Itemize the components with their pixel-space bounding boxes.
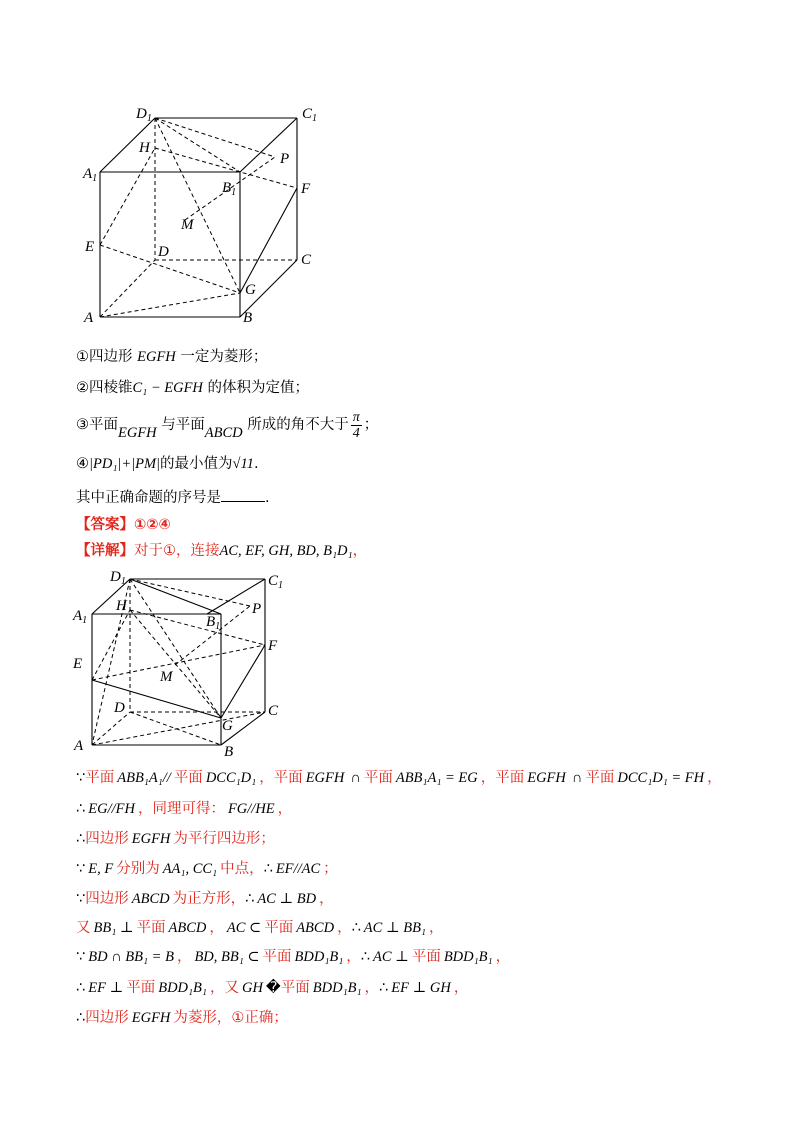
symbol: ∴ — [245, 891, 255, 907]
red-text: ，同理可得： — [137, 801, 225, 817]
symbol: ∴ — [76, 831, 86, 847]
statement-2: ②四棱锥C₁ − EGFH 的体积为定值； — [76, 380, 310, 396]
red-text: 为菱形，①正确； — [173, 1010, 288, 1026]
math-expression: AC ⊥ — [373, 949, 409, 965]
label-C: C — [301, 252, 312, 268]
proof-line — [76, 829, 275, 849]
red-text: 又 — [76, 920, 91, 936]
label2-M: M — [160, 669, 173, 685]
answer-line: 【答案】①②④ — [76, 517, 171, 533]
red-text: 四边形 — [85, 891, 129, 907]
red-text: ， — [453, 980, 469, 996]
label2-B: B — [224, 744, 234, 760]
symbol: ∴ — [76, 1010, 86, 1026]
math-expression: ABCD — [131, 891, 170, 907]
label2-P: P — [252, 601, 262, 617]
red-text: ， — [495, 949, 511, 965]
label2-C: C — [268, 703, 279, 719]
label-F: F — [301, 181, 311, 197]
red-text: ， — [707, 770, 722, 786]
math-expression: DCC₁D₁ = FH — [617, 770, 705, 786]
statement-4: ④|PD₁|+|PM|的最小值为√11. — [76, 456, 259, 472]
symbol: ∵ — [76, 891, 86, 907]
math-expression: EF ⊥ — [88, 980, 124, 996]
red-text: 中点， — [220, 861, 264, 877]
red-text: 平面 — [173, 770, 203, 786]
fraction-pi-over-4: $\frac{\pi}{4}$ — [352, 409, 360, 441]
red-text: ， — [319, 891, 334, 907]
label-B1: $B_1$ — [222, 180, 237, 198]
red-text: ，又 — [209, 980, 239, 996]
math-expression: AC ⊂ — [226, 920, 262, 936]
label2-H: H — [116, 598, 127, 614]
label-E: E — [85, 239, 95, 255]
math-expression: ∩ — [350, 770, 361, 786]
math-expression: BB₁ ⊥ — [93, 920, 134, 936]
math-expression: BDD₁B₁ — [443, 949, 493, 965]
label2-E: E — [73, 656, 83, 672]
label-P: P — [280, 151, 290, 167]
red-text: ，平面 — [259, 770, 303, 786]
statement-1: ①四边形 EGFH 一定为菱形； — [76, 349, 268, 365]
math-expression: ∩ — [571, 770, 583, 786]
math-expression: EGFH — [527, 770, 566, 786]
symbol: ∴ — [76, 801, 86, 817]
label2-G: G — [222, 718, 233, 734]
symbol: ∵ — [76, 770, 86, 786]
statement-3: ③平面EGFH 与平面ABCD 所成的角不大于 $\frac{\pi}{4}$ ； — [76, 409, 379, 441]
red-text: 四边形 — [85, 831, 129, 847]
math-expression: DCC₁D₁ — [205, 770, 257, 786]
red-text: ， — [428, 920, 444, 936]
symbol: ∴ — [263, 861, 273, 877]
red-text: 平面 — [262, 949, 292, 965]
math-expression: AA₁, CC₁ — [162, 861, 218, 877]
proof-line — [76, 918, 443, 938]
math-expression: AC ⊥ BD — [257, 891, 317, 907]
math-expression: ABB₁A₁ = EG — [395, 770, 478, 786]
label2-D1: $D_1$ — [110, 569, 126, 587]
label2-D: D — [114, 700, 125, 716]
math-expression: EGFH — [131, 1010, 171, 1026]
math-expression: EG//FH — [88, 801, 135, 817]
math-expression: EGFH — [131, 831, 171, 847]
label-C1: $C_1$ — [302, 106, 318, 124]
red-text: ， — [277, 801, 293, 817]
label2-A: A — [74, 738, 84, 754]
red-text: ， — [209, 920, 224, 936]
red-text: 平面 — [585, 770, 615, 786]
math-expression: E, F — [88, 861, 114, 877]
math-expression: FG//HE — [227, 801, 275, 817]
proof-line — [76, 978, 468, 998]
math-expression: BD, BB₁ ⊂ — [194, 949, 260, 965]
label-G: G — [245, 282, 256, 298]
detail-line: 【详解】对于①，连接AC, EF, GH, BD, B₁D₁， — [76, 543, 368, 559]
label-A1: $A_1$ — [83, 166, 98, 184]
red-text: 平面 — [85, 770, 115, 786]
symbol: ∴ — [360, 949, 371, 965]
red-text: 平面 — [264, 920, 294, 936]
red-text: ， — [346, 949, 361, 965]
red-text: 平面 — [126, 980, 156, 996]
red-text: 为平行四边形； — [173, 831, 275, 847]
proof-line — [76, 768, 722, 788]
symbol: ∴ — [76, 980, 86, 996]
label-D1: $D_1$ — [136, 106, 152, 124]
label-A: A — [84, 310, 94, 326]
label-M: M — [181, 217, 194, 233]
symbol: ∴ — [379, 980, 389, 996]
proof-line — [76, 947, 510, 967]
symbol: � — [265, 980, 281, 996]
label-B: B — [243, 310, 253, 326]
red-text: 为正方形， — [172, 891, 246, 907]
question-line: 其中正确命题的序号是 . — [76, 490, 270, 506]
proof-line — [76, 799, 292, 819]
math-expression: ABCD — [296, 920, 335, 936]
symbol: ∵ — [76, 861, 86, 877]
red-text: 四边形 — [85, 1010, 129, 1026]
math-expression: EF ⊥ GH — [391, 980, 451, 996]
label-D: D — [158, 244, 169, 260]
red-text: ， — [176, 949, 192, 965]
label2-F: F — [268, 638, 278, 654]
proof-line — [76, 1008, 288, 1028]
math-expression: BDD₁B₁ — [158, 980, 207, 996]
red-text: ； — [323, 861, 338, 877]
math-expression: ABCD — [168, 920, 207, 936]
red-text: ， — [337, 920, 352, 936]
symbol: ∵ — [76, 949, 86, 965]
proof-line — [76, 889, 334, 909]
label2-C1: $C_1$ — [268, 573, 284, 591]
red-text: 平面 — [280, 980, 310, 996]
math-expression: BDD₁B₁ — [312, 980, 362, 996]
red-text: 分别为 — [116, 861, 160, 877]
red-text: ， — [364, 980, 380, 996]
math-expression: GH — [241, 980, 263, 996]
red-text: ，平面 — [480, 770, 525, 786]
label2-A1: $A_1$ — [73, 608, 88, 626]
label-H: H — [139, 140, 150, 156]
symbol: ∴ — [351, 920, 361, 936]
red-text: 平面 — [411, 949, 441, 965]
proof-line — [76, 859, 338, 879]
math-expression: BDD₁B₁ — [294, 949, 344, 965]
red-text: 平面 — [363, 770, 393, 786]
math-expression: EF//AC — [275, 861, 321, 877]
math-expression: ABB₁A₁// — [117, 770, 171, 786]
red-text: 平面 — [136, 920, 166, 936]
math-expression: BD ∩ BB₁ = B — [88, 949, 174, 965]
math-expression: EGFH — [305, 770, 345, 786]
label2-B1: $B_1$ — [206, 614, 221, 632]
math-expression: AC ⊥ BB₁ — [363, 920, 426, 936]
